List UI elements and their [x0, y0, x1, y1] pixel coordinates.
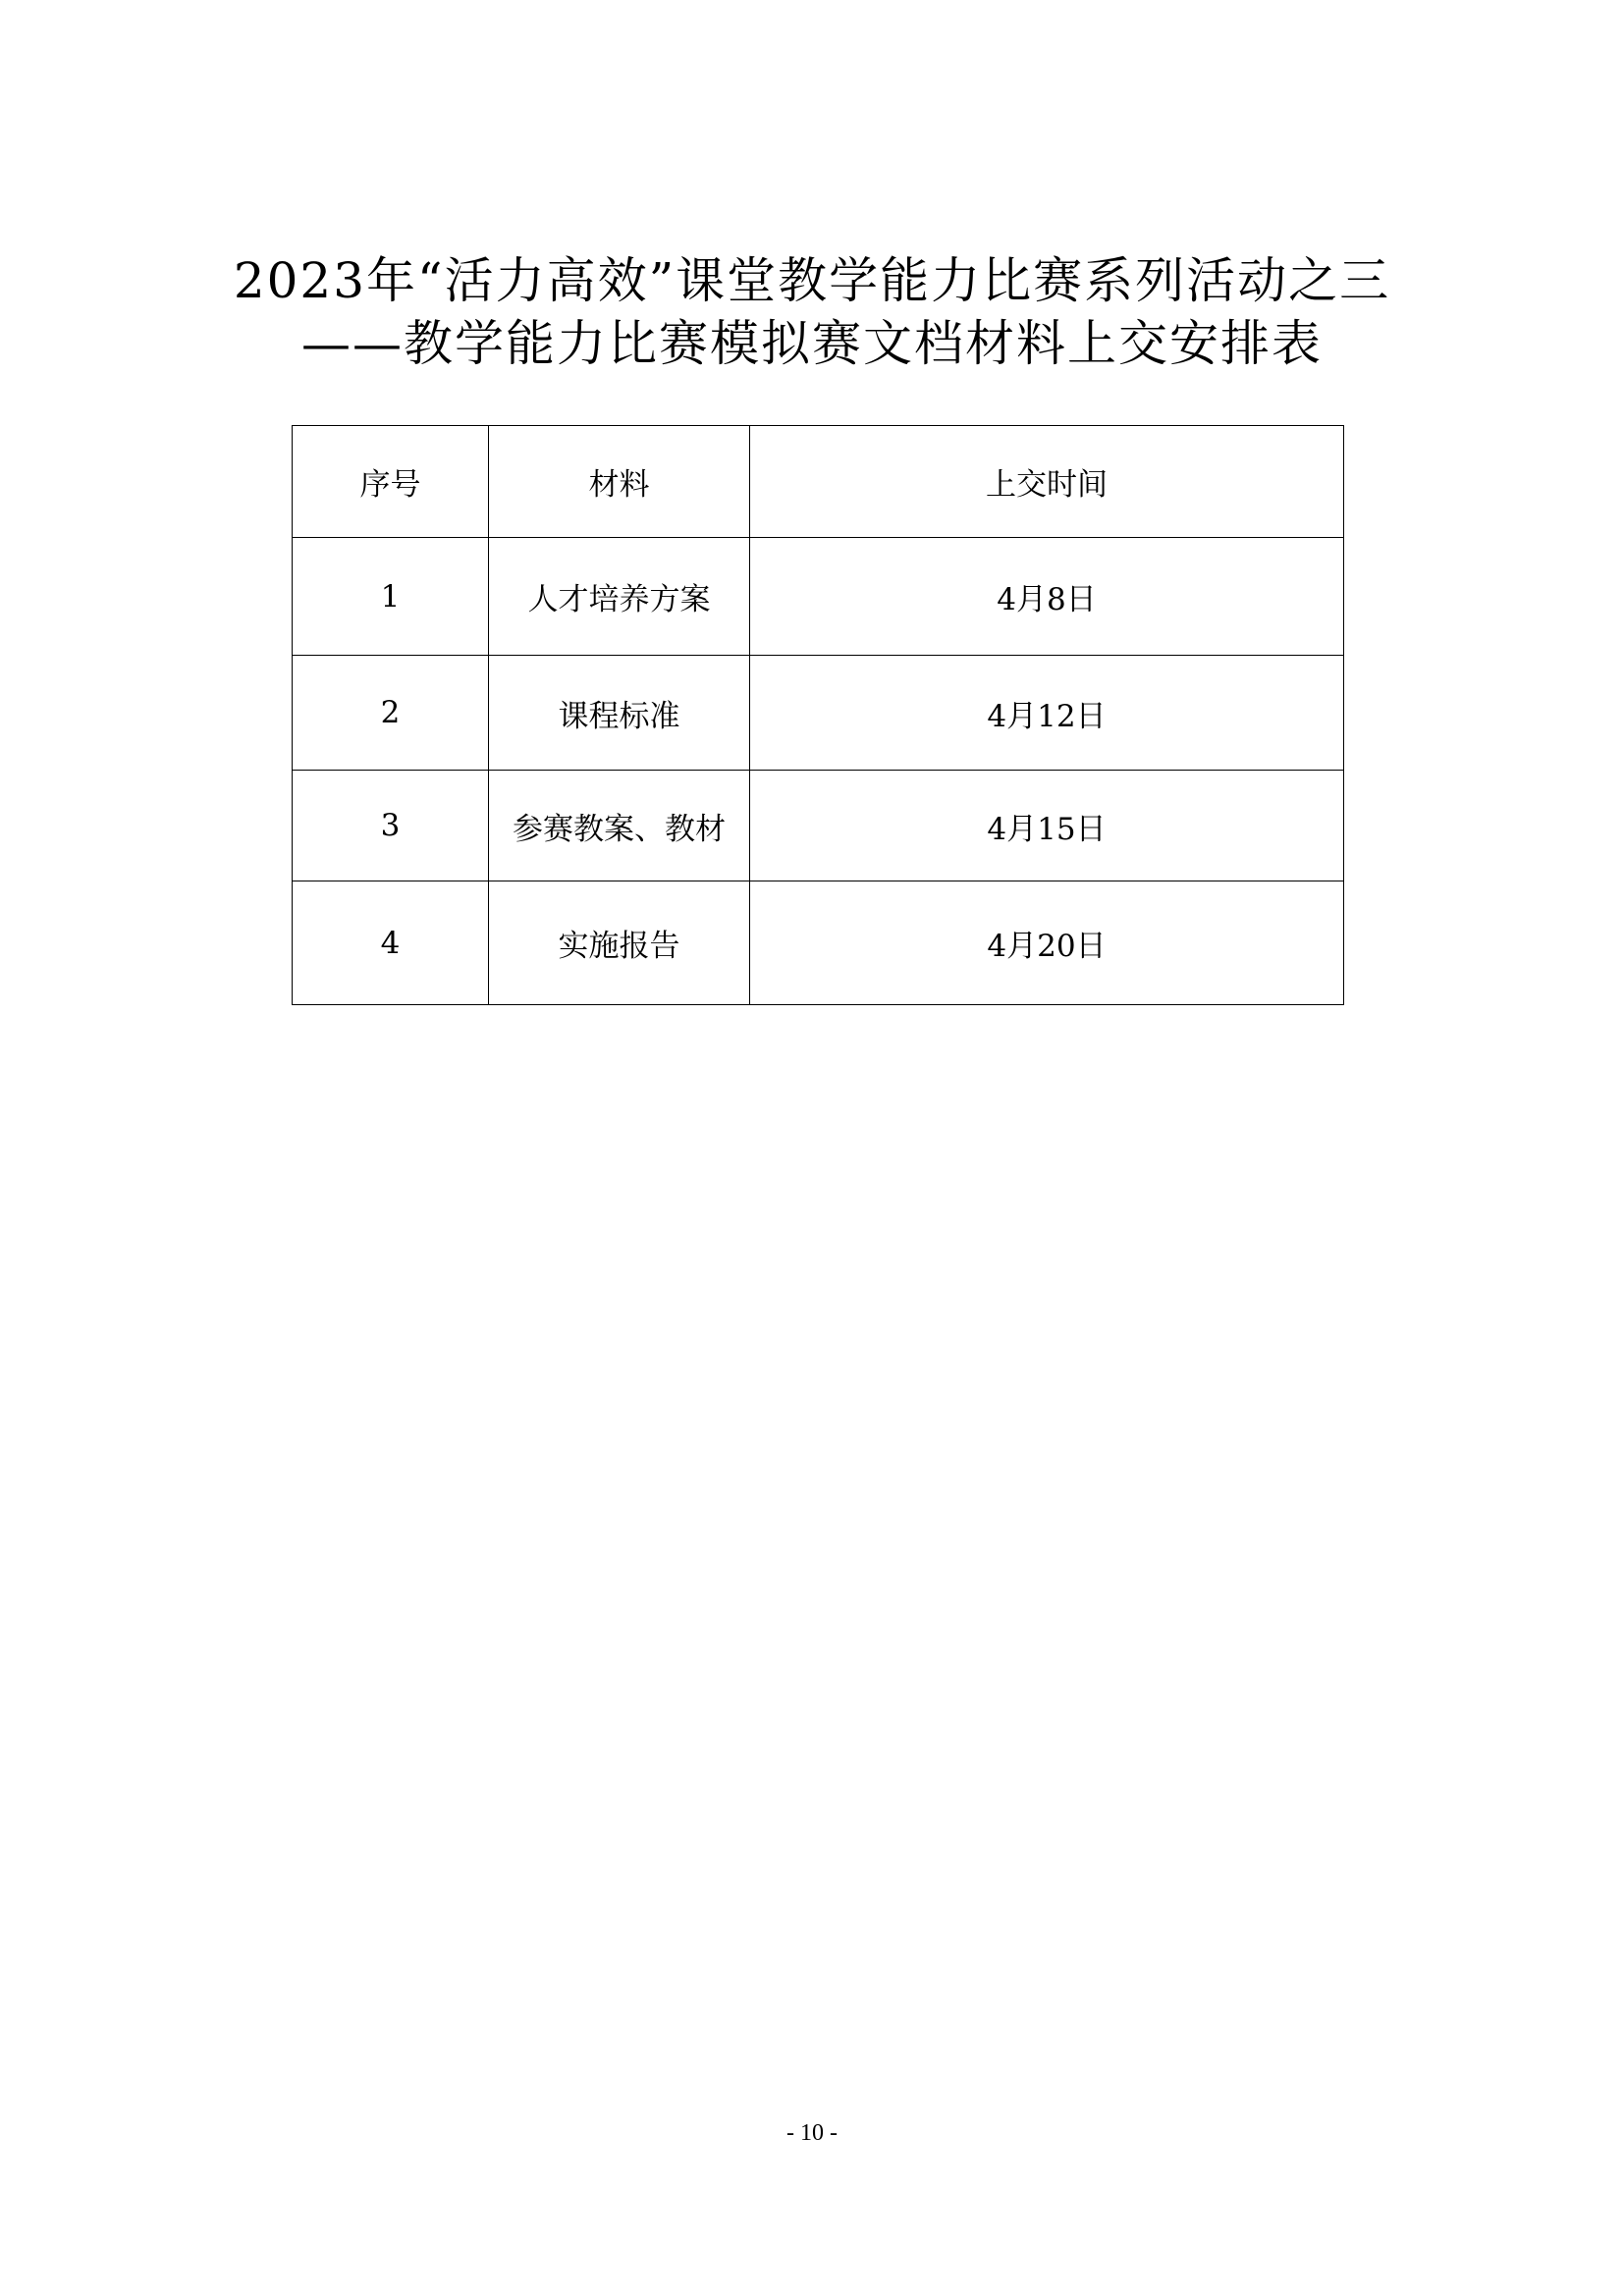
document-title-line-1: 2023年“活力高效”课堂教学能力比赛系列活动之三: [233, 252, 1391, 309]
table-row: [293, 656, 1344, 771]
table-row: [293, 538, 1344, 656]
table-row: [293, 881, 1344, 1005]
page-number: - 10 -: [786, 2120, 838, 2146]
cell-number: 2: [293, 656, 489, 771]
document-title-line-2: ——教学能力比赛模拟赛文档材料上交安排表: [301, 315, 1323, 372]
table-row: [293, 771, 1344, 881]
cell-submit-time: 4月12日: [750, 656, 1344, 771]
cell-material: 人才培养方案: [489, 538, 750, 656]
header-submit-time: 上交时间: [750, 426, 1344, 538]
cell-number: 3: [293, 771, 489, 881]
cell-number: 4: [293, 881, 489, 1005]
cell-material: 课程标准: [489, 656, 750, 771]
cell-submit-time: 4月15日: [750, 771, 1344, 881]
cell-number: 1: [293, 538, 489, 656]
header-material: 材料: [489, 426, 750, 538]
header-number: 序号: [293, 426, 489, 538]
cell-submit-time: 4月20日: [750, 881, 1344, 1005]
submission-schedule-table: [292, 425, 1344, 1005]
cell-material: 实施报告: [489, 881, 750, 1005]
cell-submit-time: 4月8日: [750, 538, 1344, 656]
table-header-row: [293, 426, 1344, 538]
cell-material: 参赛教案、教材: [489, 771, 750, 881]
